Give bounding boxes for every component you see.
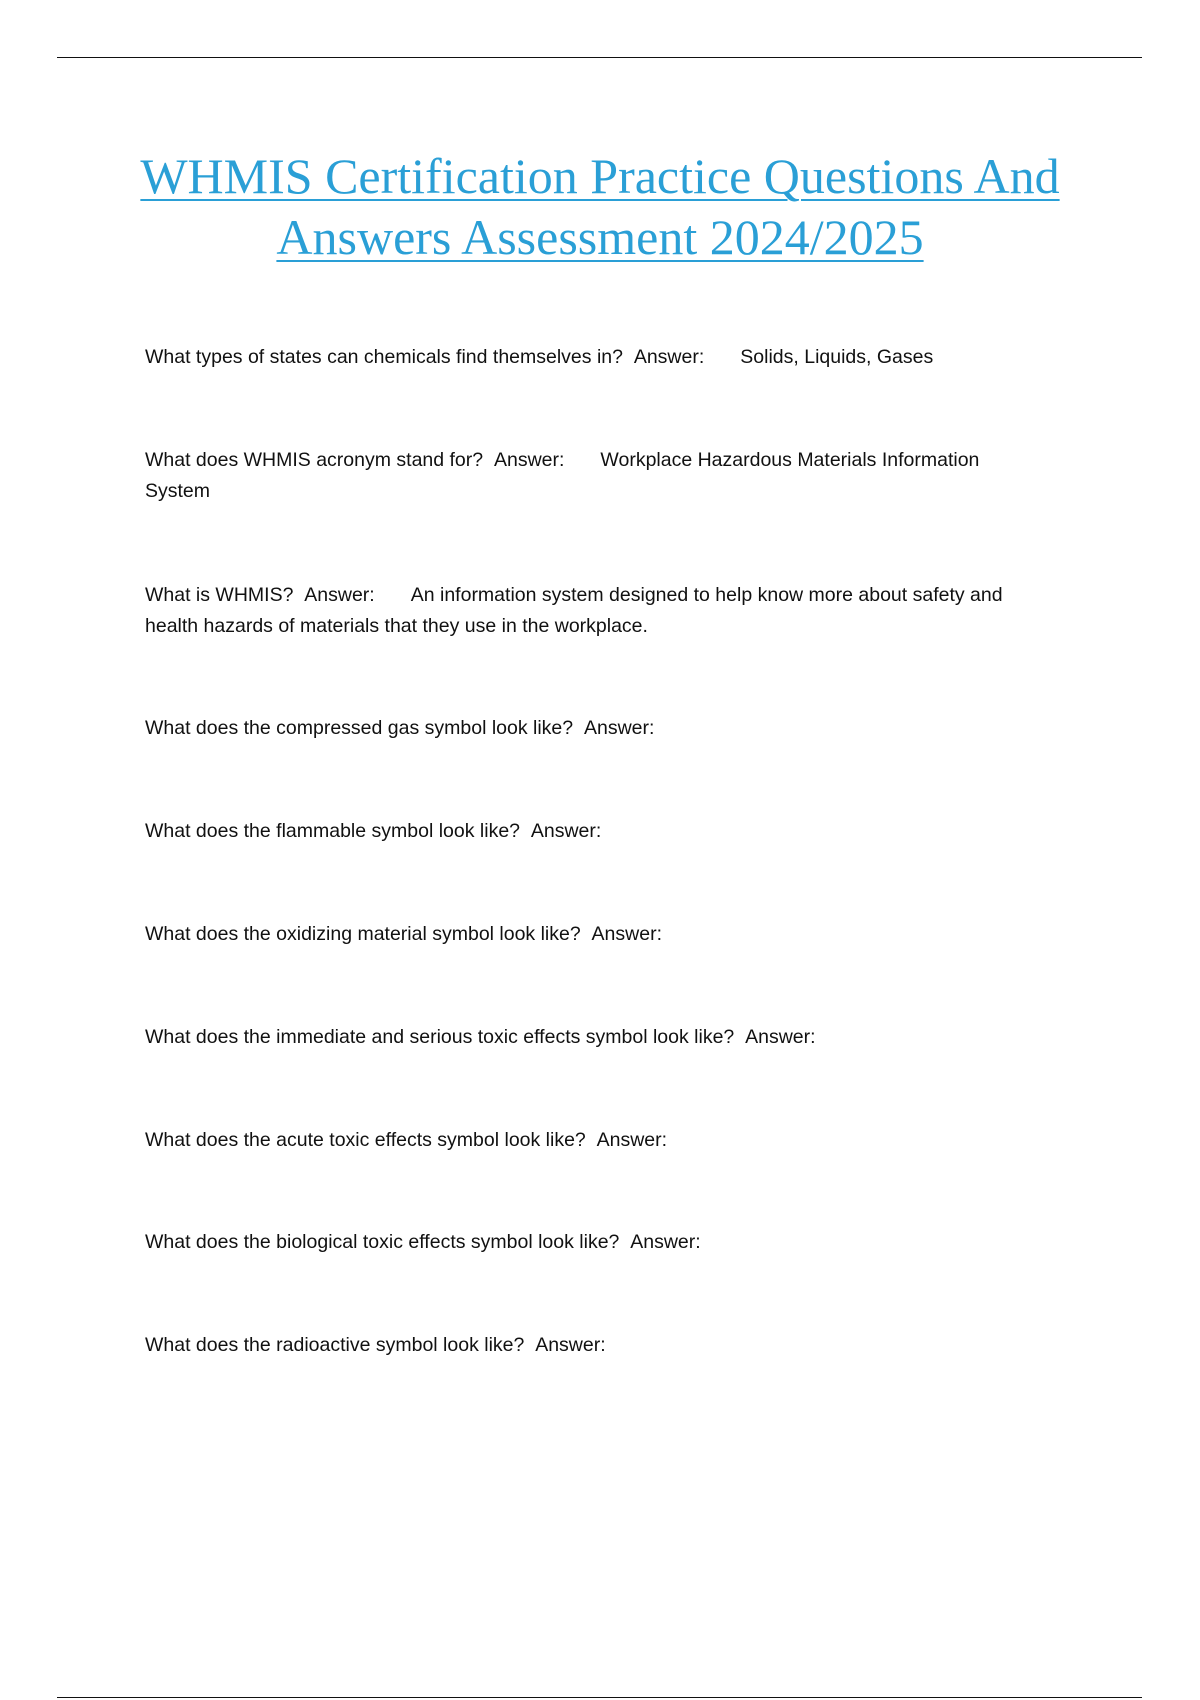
answer-label: Answer: xyxy=(583,717,655,739)
answer-text: Solids, Liquids, Gases xyxy=(740,346,934,368)
answer-label: Answer: xyxy=(535,1334,606,1356)
qa-item xyxy=(145,919,1045,950)
question-text: What does the flammable symbol look like? xyxy=(145,820,521,842)
qa-item xyxy=(145,1022,1045,1053)
qa-item xyxy=(145,1227,1045,1258)
answer-label: Answer: xyxy=(304,584,375,606)
qa-item xyxy=(145,1330,1045,1361)
answer-label: Answer: xyxy=(596,1129,668,1151)
question-text: What is WHMIS? xyxy=(145,584,294,606)
footer-rule xyxy=(57,1697,1142,1698)
qa-item xyxy=(145,1125,1045,1156)
answer-label: Answer: xyxy=(630,1231,701,1253)
answer-label: Answer: xyxy=(633,346,705,368)
document-title: WHMIS Certification Practice Questions And Answers Assessment 2024/2025 xyxy=(140,148,1060,265)
question-text: What does the radioactive symbol look like? xyxy=(145,1334,525,1356)
answer-text: An information system designed to help know more about safety and health hazards of materials that they use in the workplace. xyxy=(145,584,1003,637)
answer-label: Answer: xyxy=(530,820,602,842)
answer-label: Answer: xyxy=(745,1026,816,1048)
qa-item xyxy=(145,342,1045,373)
question-text: What types of states can chemicals find themselves in? xyxy=(145,346,623,368)
question-text: What does the acute toxic effects symbol look like? xyxy=(145,1129,586,1151)
qa-item xyxy=(145,445,1045,507)
question-text: What does the compressed gas symbol look like? xyxy=(145,717,574,739)
qa-item xyxy=(145,580,1045,642)
qa-item xyxy=(145,713,1045,744)
answer-label: Answer: xyxy=(493,449,565,471)
answer-text: Workplace Hazardous Materials Information System xyxy=(145,449,980,502)
question-text: What does the biological toxic effects symbol look like? xyxy=(145,1231,620,1253)
qa-item xyxy=(145,816,1045,847)
header-rule xyxy=(57,57,1142,58)
question-text: What does WHMIS acronym stand for? xyxy=(145,449,484,471)
question-text: What does the immediate and serious toxic effects symbol look like? xyxy=(145,1026,735,1048)
answer-label: Answer: xyxy=(591,923,662,945)
question-text: What does the oxidizing material symbol look like? xyxy=(145,923,581,945)
